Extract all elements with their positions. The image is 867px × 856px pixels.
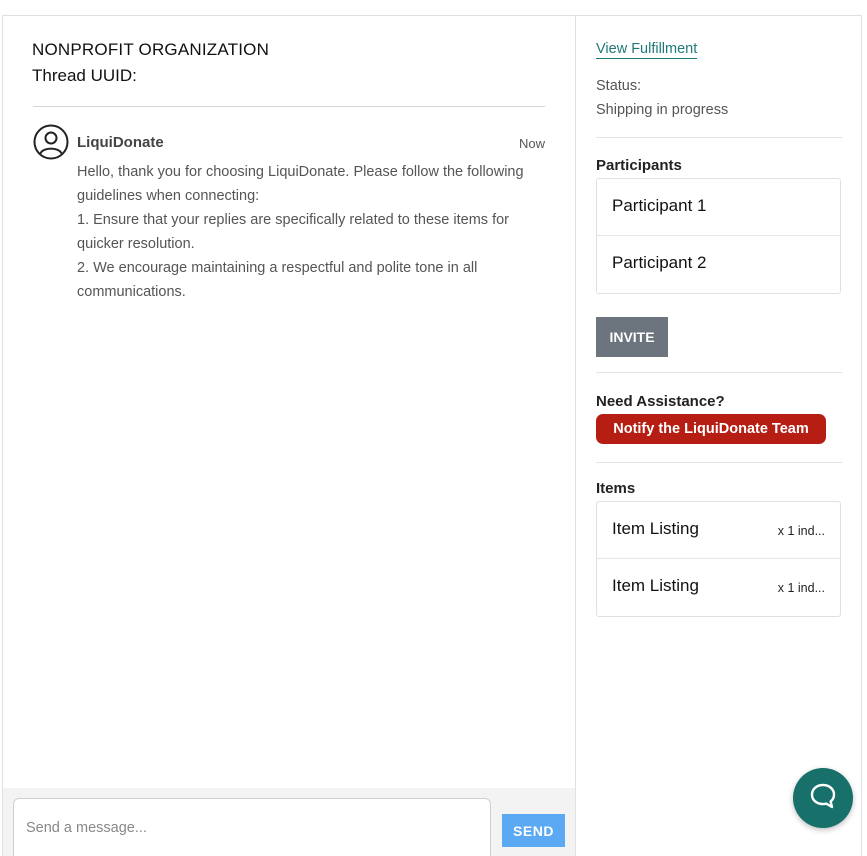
user-circle-icon	[33, 124, 69, 160]
view-fulfillment-link[interactable]: View Fulfillment	[596, 41, 698, 57]
status-label: Status:	[596, 78, 642, 94]
send-button[interactable]: SEND	[502, 814, 565, 847]
item-name: Item Listing	[612, 576, 699, 595]
message-line: 1. Ensure that your replies are specifically related to these items for quicker resolution.	[77, 212, 509, 252]
status-value: Shipping in progress	[596, 102, 729, 118]
item-name: Item Listing	[612, 519, 699, 538]
sidebar-divider	[596, 462, 842, 463]
item-row[interactable]	[597, 559, 840, 616]
assistance-heading: Need Assistance?	[596, 393, 725, 410]
message-timestamp: Now	[518, 136, 545, 151]
item-quantity: x 1 ind...	[777, 581, 825, 595]
thread-sidebar	[576, 15, 862, 856]
participants-heading: Participants	[596, 157, 682, 174]
notify-team-button[interactable]: Notify the LiquiDonate Team	[596, 414, 826, 444]
sidebar-divider	[596, 137, 842, 138]
message-line: 2. We encourage maintaining a respectful and polite tone in all communications.	[77, 260, 478, 300]
participant-row[interactable]	[597, 179, 840, 236]
participant-name: Participant 2	[612, 253, 707, 272]
message-sender: LiquiDonate	[77, 134, 164, 151]
items-list	[596, 501, 841, 617]
items-heading: Items	[596, 480, 636, 497]
item-quantity: x 1 ind...	[777, 524, 825, 538]
chat-bubble-icon	[808, 781, 838, 816]
help-chat-button[interactable]	[793, 768, 853, 828]
invite-button[interactable]: INVITE	[596, 317, 668, 357]
participant-row[interactable]	[597, 236, 840, 293]
organization-name: NONPROFIT ORGANIZATION	[32, 40, 270, 59]
header-divider	[33, 106, 545, 107]
thread-uuid-label: Thread UUID:	[32, 66, 137, 85]
chat-panel	[2, 15, 576, 856]
message-input[interactable]	[13, 798, 491, 856]
item-row[interactable]	[597, 502, 840, 559]
message-line: Hello, thank you for choosing LiquiDonate. Please follow the following guidelines when connecting:	[77, 164, 524, 204]
participants-list	[596, 178, 841, 294]
participant-name: Participant 1	[612, 196, 707, 215]
sidebar-divider	[596, 372, 842, 373]
message-body	[77, 160, 552, 304]
message-composer	[3, 788, 575, 856]
